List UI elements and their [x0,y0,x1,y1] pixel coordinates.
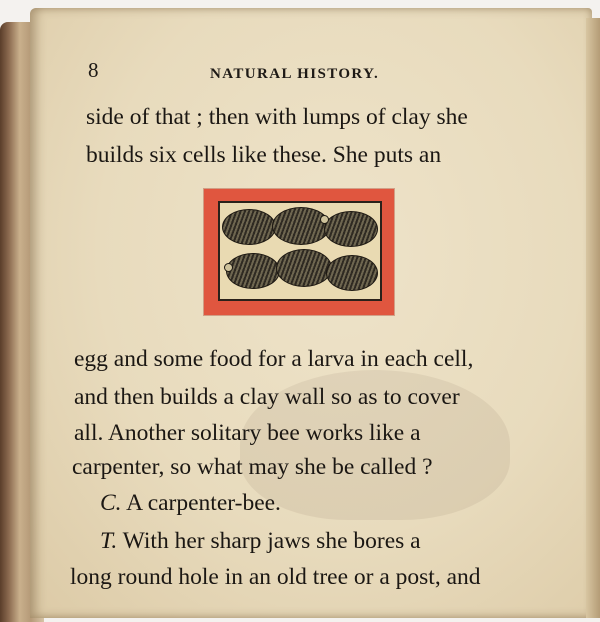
clay-cells-engraving [218,201,382,301]
clay-cell [226,253,280,289]
clay-cell [272,207,330,245]
dialogue-text: With her sharp jaws she bores a [117,528,421,554]
text-line: side of that ; then with lumps of clay she [86,104,468,130]
clay-cell [326,255,378,291]
dialogue-text: A carpenter-bee. [121,490,281,516]
cell-opening [224,263,233,272]
speaker-label: C. [100,490,122,516]
clay-cell [324,211,378,247]
dialogue-line [100,530,421,554]
cell-opening [320,215,329,224]
text-line: and then builds a clay wall so as to cover [74,384,460,410]
running-head: NATURAL HISTORY. [210,66,380,82]
text-line: builds six cells like these. She puts an [86,142,442,168]
speaker-label: T. [100,528,118,554]
clay-cell [222,209,276,245]
page-edge [586,18,600,618]
page-number: 8 [88,58,99,82]
text-line: all. Another solitary bee works like a [74,420,421,446]
text-line: carpenter, so what may she be called ? [72,454,433,480]
dialogue-line [100,492,281,516]
clay-cell [276,249,332,287]
text-line: egg and some food for a larva in each cell, [74,346,474,372]
text-line: long round hole in an old tree or a post, and [70,564,481,590]
clay-cells-figure [204,189,394,315]
